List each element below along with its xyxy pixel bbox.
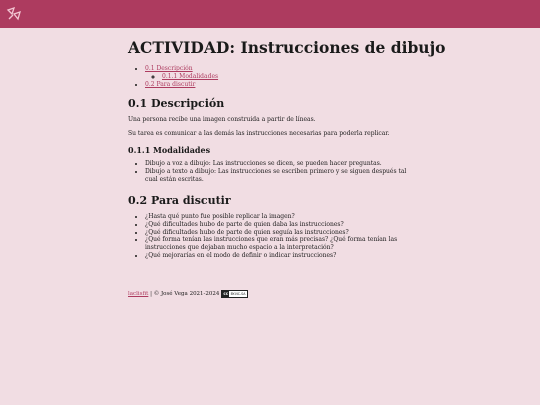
main-content xyxy=(128,38,446,298)
list-item: • ¿Qué forma tenían las instrucciones que eran más precisas? ¿Qué forma tenían las instrucciones que dejaban mucho espacio a la interpretación? xyxy=(145,236,413,252)
paragraph: Una persona recibe una imagen construida a partir de líneas. xyxy=(128,116,316,124)
page-title: ACTIVIDAD: Instrucciones de dibujo xyxy=(128,38,446,57)
site-logo-icon[interactable] xyxy=(6,6,22,22)
toc-link-discutir[interactable]: 0.2 Para discutir xyxy=(145,80,196,88)
cc-license-label: BY-NC-SA xyxy=(230,291,246,296)
list-item: • ¿Qué mejorarías en el modo de definir o indicar instrucciones? xyxy=(145,252,413,260)
toc-item xyxy=(162,73,413,81)
table-of-contents xyxy=(128,65,413,88)
footer xyxy=(128,290,413,298)
section-heading-descripcion: 0.1 Descripción xyxy=(128,96,225,110)
toc-sublist xyxy=(145,73,413,81)
top-bar xyxy=(0,0,540,28)
subsection-heading-modalidades: 0.1.1 Modalidades xyxy=(128,144,211,155)
discutir-list xyxy=(128,213,413,260)
toc-item xyxy=(145,65,413,81)
list-item: • ¿Qué dificultades hubo de parte de quien daba las instrucciones? xyxy=(145,221,413,229)
toc-item xyxy=(145,81,413,89)
toc-link-descripcion[interactable]: 0.1 Descripción xyxy=(145,65,193,73)
cc-license-icon: cc xyxy=(223,290,229,296)
cc-license-badge[interactable] xyxy=(221,290,248,298)
footer-copyright: © José Vega 2021-2024 xyxy=(153,290,220,297)
list-item: • ¿Qué dificultades hubo de parte de quien seguía las instrucciones? xyxy=(145,229,413,237)
footer-separator: | xyxy=(148,290,154,297)
toc-link-modalidades[interactable]: 0.1.1 Modalidades xyxy=(162,73,219,81)
list-item: • Dibujo a voz a dibujo: Las instrucciones se dicen, se pueden hacer preguntas. xyxy=(145,160,413,168)
section-heading-discutir: 0.2 Para discutir xyxy=(128,193,231,207)
paragraph: Su tarea es comunicar a las demás las instrucciones necesarias para poderla replicar. xyxy=(128,130,390,138)
footer-home-link[interactable]: laclisfit xyxy=(128,290,149,297)
modalidades-list xyxy=(128,160,413,183)
list-item: • Dibujo a texto a dibujo: Las instrucciones se escriben primero y se siguen después tal cual están escritas. xyxy=(145,168,413,184)
list-item: • ¿Hasta qué punto fue posible replicar la imagen? xyxy=(145,213,413,221)
